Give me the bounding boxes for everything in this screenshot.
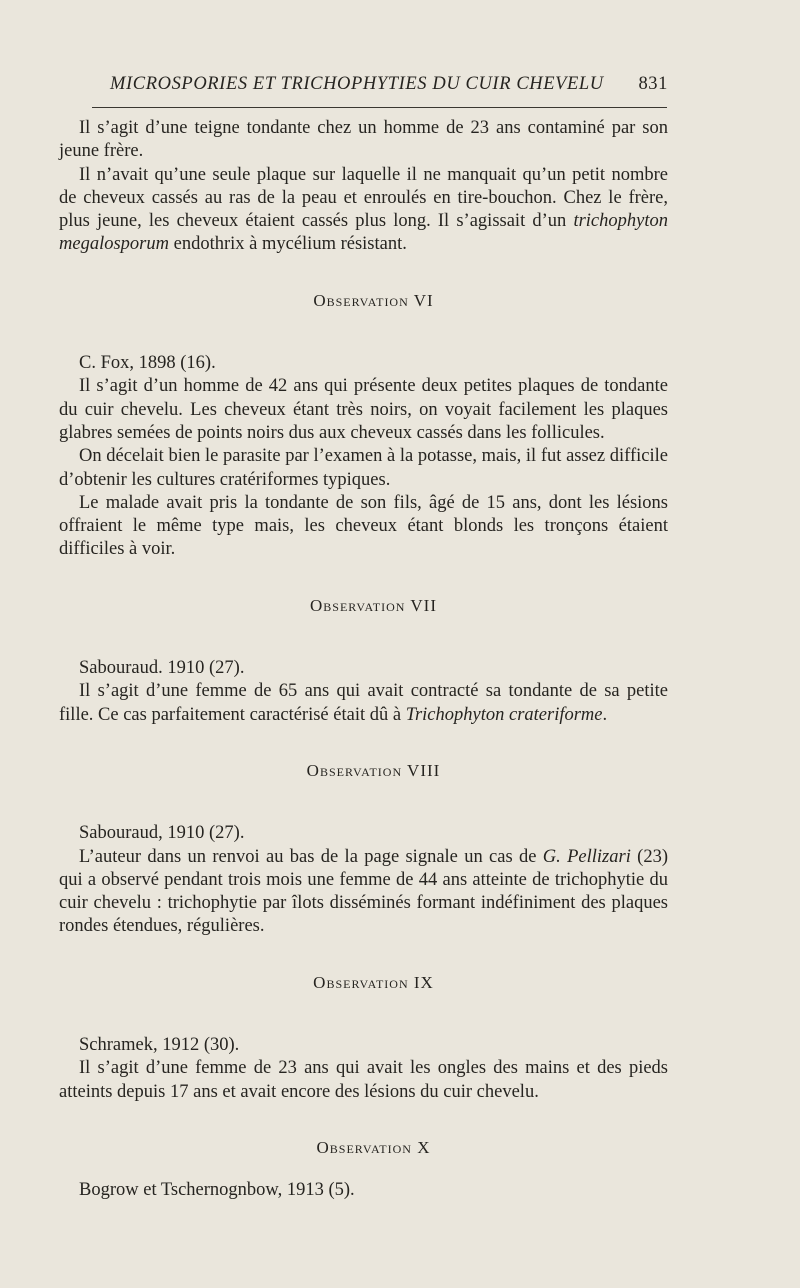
text-run: . — [602, 704, 608, 725]
text-run: L’auteur dans un renvoi au bas de la page signale un cas de — [79, 846, 543, 867]
running-title: MICROSPORIES ET TRICHOPHYTIES DU CUIR CHEVELU — [110, 74, 604, 94]
text-run: Il s’agit d’une femme de 65 ans qui avait contracté sa tondante de sa petite fille. Ce cas parfaitement caractérisé était dû à — [59, 681, 668, 725]
text-run: (23) qui a observé pendant trois mois une femme de 44 ans atteinte de trichophytie du cuir chevelu : trichophytie par îlots disséminés formant indéfiniment des plaques rondes étendues, régulières. — [59, 846, 668, 937]
paragraph — [59, 680, 668, 727]
paragraph: Il s’agit d’une femme de 23 ans qui avait les ongles des mains et des pieds atteints depuis 17 ans et avait encore des lésions du cuir chevelu. — [59, 1058, 668, 1102]
observation-heading: Observation IX — [313, 972, 434, 992]
observation-heading: Observation VIII — [306, 760, 441, 780]
species-name: Trichophyton crateriforme — [405, 704, 603, 725]
reference-line: C. Fox, 1898 (16). — [79, 353, 216, 374]
observation-heading: Observation VII — [310, 595, 437, 615]
paragraph: Il s’agit d’un homme de 42 ans qui présente deux petites plaques de tondante du cuir chevelu. Les cheveux étant très noirs, on voyait facilement les plaques glabres semées de points noirs dus aux cheveux cassés dans les follicules. — [59, 376, 668, 443]
paragraph — [59, 846, 668, 939]
text-run: Il n’avait qu’une seule plaque sur laquelle il ne manquait qu’un petit nombre de cheveux cassés au ras de la peau et enroulés en tire-bouchon. Chez le frère, plus jeune, les cheveux étaient cassés plus long. Il s’agissait d’un — [59, 164, 668, 232]
body-text — [59, 117, 668, 1203]
paragraph — [59, 164, 668, 257]
species-name: trichophyton megalosporum — [59, 211, 668, 255]
observation-heading: Observation VI — [313, 290, 434, 310]
paragraph: Il s’agit d’une teigne tondante chez un homme de 23 ans contaminé par son jeune frère. — [59, 118, 668, 162]
reference-line: Sabouraud, 1910 (27). — [79, 823, 245, 844]
paragraph: Le malade avait pris la tondante de son fils, âgé de 15 ans, dont les lésions offraient le même type mais, les cheveux étant blonds les tronçons étaient difficiles à voir. — [59, 492, 668, 560]
header-rule — [92, 107, 667, 108]
reference-line: Bogrow et Tschernognbow, 1913 (5). — [79, 1180, 355, 1201]
reference-line: Sabouraud. 1910 (27). — [79, 658, 245, 679]
paragraph: On décelait bien le parasite par l’examen à la potasse, mais, il fut assez difficile d’obtenir les cultures cratériformes typiques. — [59, 446, 668, 490]
running-header — [110, 74, 668, 95]
author-name: G. Pellizari — [542, 846, 631, 867]
page-number: 831 — [638, 74, 668, 94]
reference-line: Schramek, 1912 (30). — [79, 1035, 240, 1056]
text-run: endothrix à mycélium résistant. — [168, 234, 407, 255]
observation-heading: Observation X — [316, 1137, 431, 1157]
